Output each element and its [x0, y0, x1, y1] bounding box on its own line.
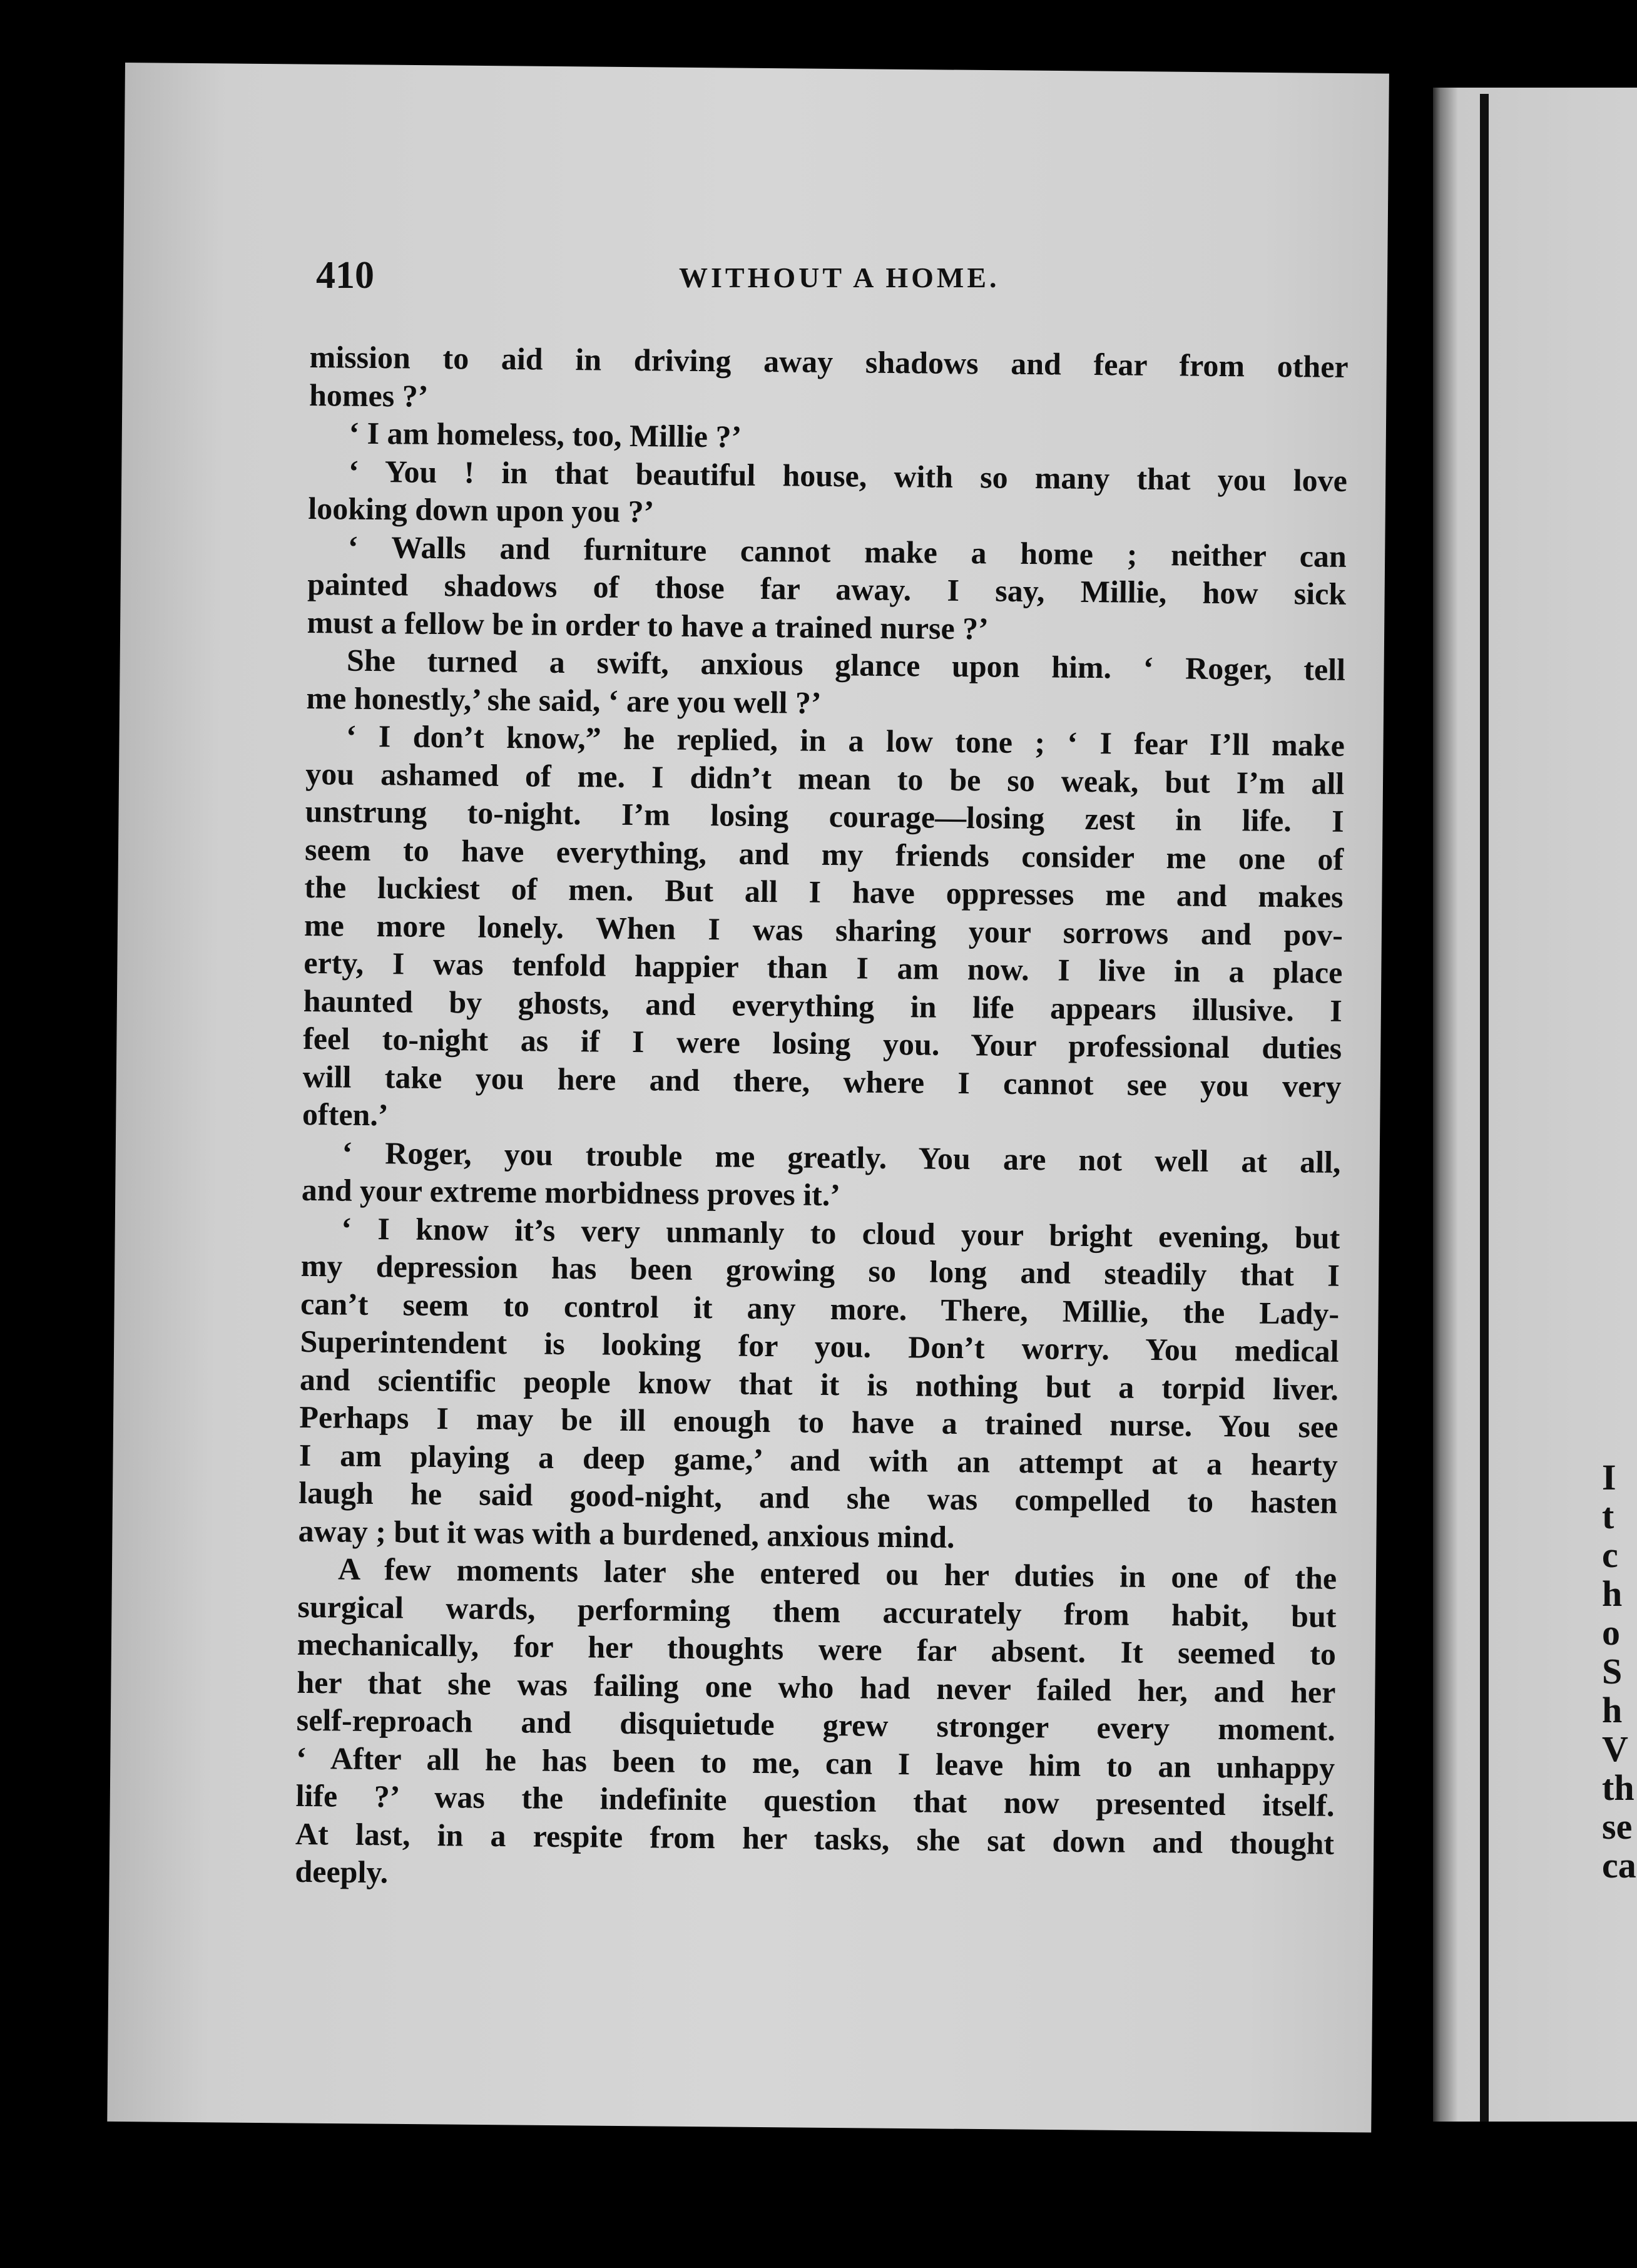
text-line: ‘ After all he has been to me, can I leave him to an unhappy — [295, 1740, 1335, 1785]
adjacent-page-fragment: I — [1602, 1457, 1616, 1498]
adjacent-page-fragment: ca — [1602, 1845, 1636, 1886]
book-binding-edge — [1480, 94, 1489, 2122]
text-line: her that she was failing one who had never failed her, and her — [297, 1664, 1336, 1710]
text-line: away ; but it was with a burdened, anxious mind. — [298, 1513, 955, 1555]
text-line: and your extreme morbidness proves it.’ — [301, 1172, 841, 1213]
text-line: At last, in a respite from her tasks, she sat down and thought — [295, 1816, 1335, 1861]
text-line: feel to-night as if I were losing you. Your professional duties — [302, 1020, 1342, 1066]
text-line: Perhaps I may be ill enough to have a trained nurse. You see — [299, 1399, 1339, 1444]
text-line: deeply. — [295, 1853, 389, 1890]
text-line: ‘ You ! in that beautiful house, with so many that you love — [348, 453, 1348, 498]
text-line: self-reproach and disquietude grew stronger every moment. — [296, 1702, 1335, 1747]
text-line: often.’ — [302, 1096, 389, 1133]
text-line: the luckiest of men. But all I have oppresses me and makes — [304, 869, 1344, 914]
text-line: ‘ I don’t know,” he replied, in a low tone ; ‘ I fear I’ll make — [345, 718, 1345, 763]
adjacent-page-fragment: h — [1602, 1690, 1623, 1730]
text-line: you ashamed of me. I didn’t mean to be so weak, but I’m all — [305, 755, 1345, 801]
adjacent-page-fragment: o — [1602, 1612, 1620, 1653]
page-number: 410 — [316, 254, 374, 297]
text-line: seem to have everything, and my friends consider me one of — [304, 831, 1344, 877]
adjacent-page-fragment: t — [1602, 1496, 1614, 1536]
text-line: life ?’ was the indefinite question that now presented itself. — [295, 1777, 1335, 1823]
text-line: ‘ I am homeless, too, Millie ?’ — [349, 415, 742, 454]
text-line: mechanically, for her thoughts were far absent. It seemed to — [297, 1626, 1337, 1672]
adjacent-page-fragment: S — [1602, 1651, 1623, 1692]
adjacent-page-fragment: th — [1602, 1767, 1634, 1808]
text-line: erty, I was tenfold happier than I am now. I live in a place — [303, 944, 1343, 990]
text-line: will take you here and there, where I cannot see you very — [302, 1058, 1342, 1104]
text-line: ‘ I know it’s very unmanly to cloud your bright evening, but — [341, 1210, 1340, 1255]
adjacent-page-text-fragments — [1602, 1458, 1637, 1885]
text-line: must a fellow be in order to have a trained nurse ?’ — [307, 604, 989, 646]
text-line: unstrung to-night. I’m losing courage—losing zest in life. I — [305, 793, 1344, 839]
text-line: surgical wards, performing them accurately from habit, but — [297, 1588, 1337, 1634]
running-head — [316, 253, 1342, 310]
text-line: homes ?’ — [309, 377, 429, 414]
text-line: looking down upon you ?’ — [308, 490, 655, 529]
adjacent-page-fragment: V — [1602, 1729, 1628, 1769]
text-line: laugh he said good-night, and she was compelled to hasten — [298, 1474, 1338, 1520]
text-line: haunted by ghosts, and everything in life appears illusive. I — [303, 983, 1343, 1028]
text-line: and scientific people know that it is nothing but a torpid liver. — [299, 1361, 1339, 1407]
text-line: ‘ Roger, you trouble me greatly. You are not well at all, — [342, 1135, 1341, 1180]
text-line: ‘ Walls and furniture cannot make a home ; neither can — [347, 529, 1347, 574]
running-title: WITHOUT A HOME. — [679, 262, 1000, 294]
text-line: A few moments later she entered ou her duties in one of the — [337, 1551, 1337, 1596]
adjacent-page-fragment: se — [1602, 1806, 1633, 1847]
text-line: can’t seem to control it any more. There, Millie, the Lady- — [300, 1285, 1340, 1331]
text-line: my depression has been growing so long and steadily that I — [300, 1247, 1340, 1293]
adjacent-page-fragment: c — [1602, 1535, 1618, 1575]
text-line: mission to aid in driving away shadows and fear from other — [309, 339, 1349, 384]
text-line: me more lonely. When I was sharing your sorrows and pov- — [303, 907, 1344, 953]
text-line: me honestly,’ she said, ‘ are you well ?’ — [306, 680, 822, 720]
body-text — [295, 338, 1349, 1900]
text-line: painted shadows of those far away. I say, Millie, how sick — [307, 566, 1347, 611]
text-line: I am playing a deep game,’ and with an attempt at a hearty — [298, 1437, 1339, 1483]
adjacent-page-fragment: h — [1602, 1573, 1623, 1614]
text-line: She turned a swift, anxious glance upon him. ‘ Roger, tell — [346, 642, 1346, 687]
text-line: Superintendent is looking for you. Don’t worry. You medical — [300, 1323, 1339, 1369]
